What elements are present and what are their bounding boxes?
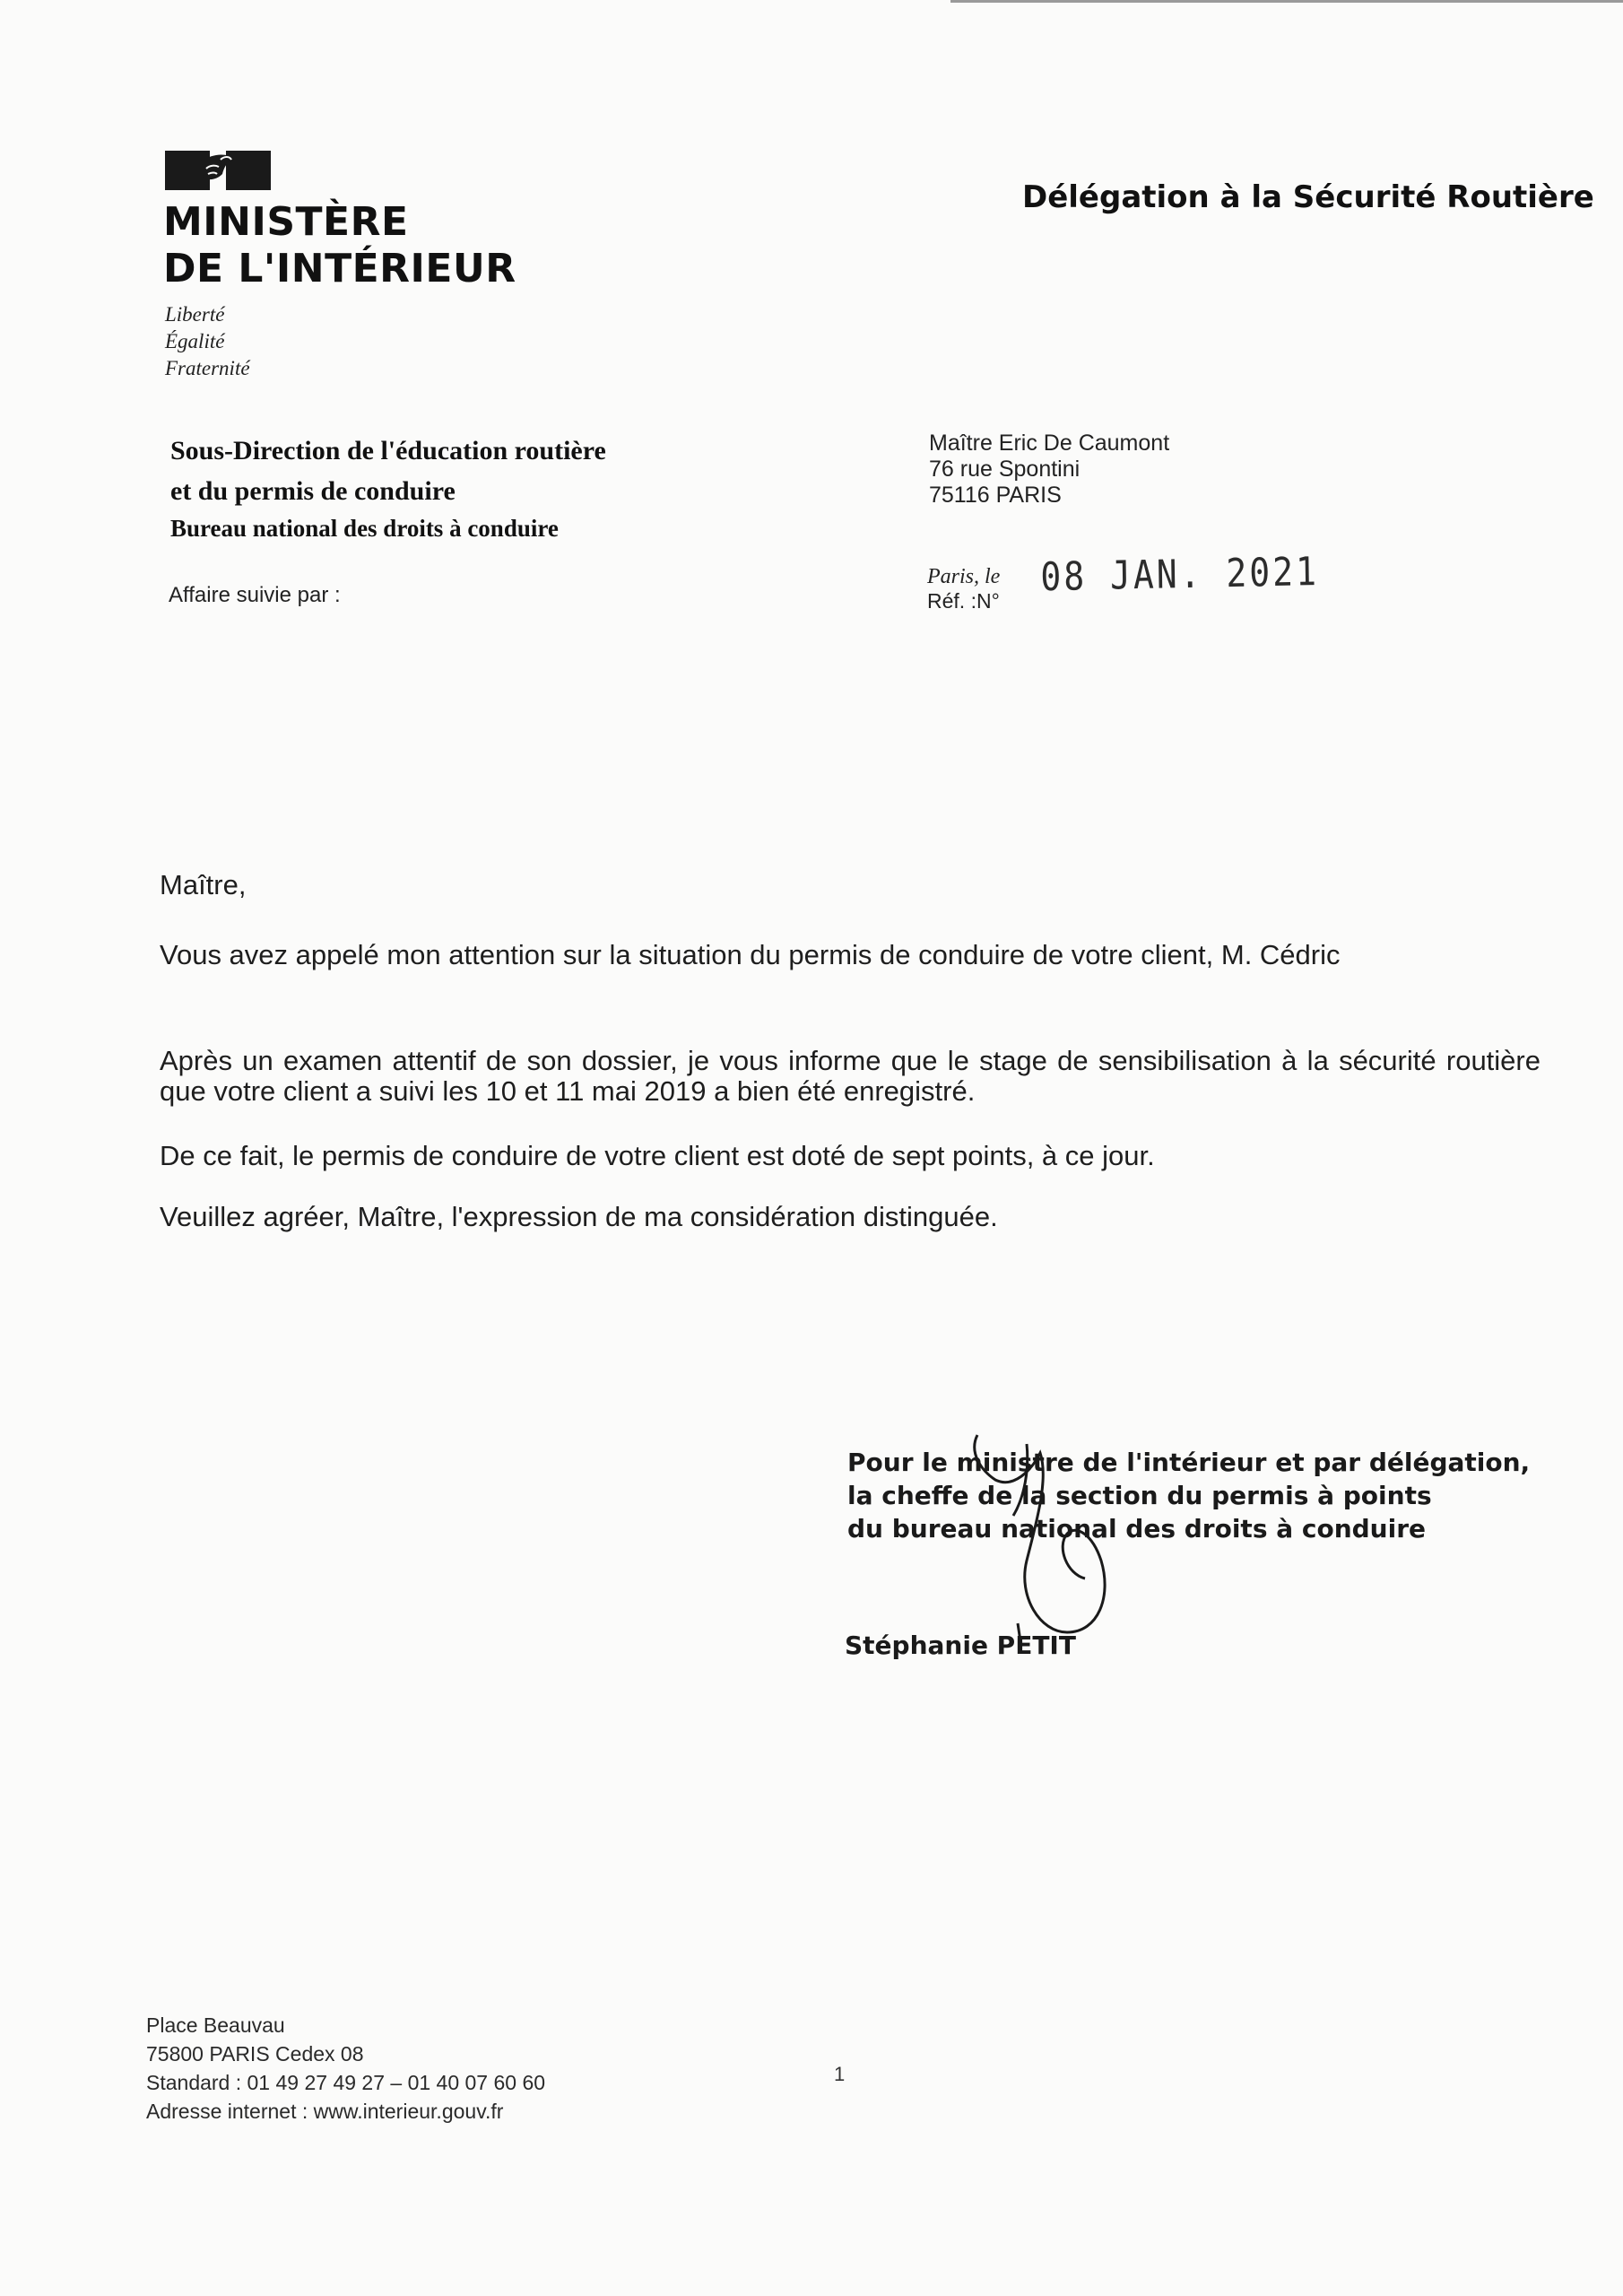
motto-liberte: Liberté [165, 303, 225, 326]
republic-motto [165, 301, 250, 382]
affaire-suivie-label: Affaire suivie par : [169, 583, 341, 607]
footer-address [146, 2011, 545, 2126]
sous-direction-line1: Sous-Direction de l'éducation routière [170, 436, 606, 465]
handwritten-signature [942, 1417, 1228, 1686]
signatory-name: Stéphanie PETIT [845, 1631, 1076, 1660]
recipient-address [929, 430, 1169, 509]
paragraph-1: Vous avez appelé mon attention sur la situation du permis de conduire de votre client, M. Cédric [160, 939, 1341, 970]
sous-direction [170, 430, 606, 511]
ministry-title-line1: MINISTÈRE [163, 199, 409, 245]
marianne-logo-icon [165, 145, 271, 190]
place-date-label: Paris, le [927, 565, 1001, 588]
date-stamp: 08 JAN. 2021 [1040, 548, 1320, 600]
paragraph-2: Après un examen attentif de son dossier, je vous informe que le stage de sensibilisation à la sécurité routière que votre client a suivi les 10 et 11 mai 2019 a bien été enregistré. [160, 1045, 1541, 1107]
motto-egalite: Égalité [165, 330, 225, 352]
scan-edge-line [950, 0, 1623, 3]
ministry-title-line2: DE L'INTÉRIEUR [163, 246, 516, 291]
footer-line4: Adresse internet : www.interieur.gouv.fr [146, 2100, 504, 2123]
sous-direction-line2: et du permis de conduire [170, 476, 456, 506]
paragraph-4: Veuillez agréer, Maître, l'expression de ma considération distinguée. [160, 1201, 998, 1232]
recipient-street: 76 rue Spontini [929, 457, 1081, 482]
salutation: Maître, [160, 869, 247, 900]
footer-line3: Standard : 01 49 27 49 27 – 01 40 07 60 60 [146, 2071, 546, 2094]
reference-label: Réf. :N° [927, 589, 1000, 613]
signature-line2: la cheffe de la section du permis à points [847, 1481, 1432, 1510]
recipient-city: 75116 PARIS [929, 483, 1062, 508]
recipient-name: Maître Eric De Caumont [929, 430, 1170, 456]
signature-line1: Pour le ministre de l'intérieur et par délégation, [847, 1448, 1531, 1477]
ministry-title [163, 199, 516, 292]
page-number: 1 [834, 2063, 846, 2085]
bureau-name: Bureau national des droits à conduire [170, 515, 559, 542]
delegation-heading: Délégation à la Sécurité Routière [1022, 179, 1594, 215]
paragraph-3: De ce fait, le permis de conduire de votre client est doté de sept points, à ce jour. [160, 1140, 1155, 1171]
signature-line3: du bureau national des droits à conduire [847, 1514, 1427, 1544]
footer-line1: Place Beauvau [146, 2013, 285, 2037]
motto-fraternite: Fraternité [165, 357, 250, 379]
footer-line2: 75800 PARIS Cedex 08 [146, 2042, 364, 2066]
